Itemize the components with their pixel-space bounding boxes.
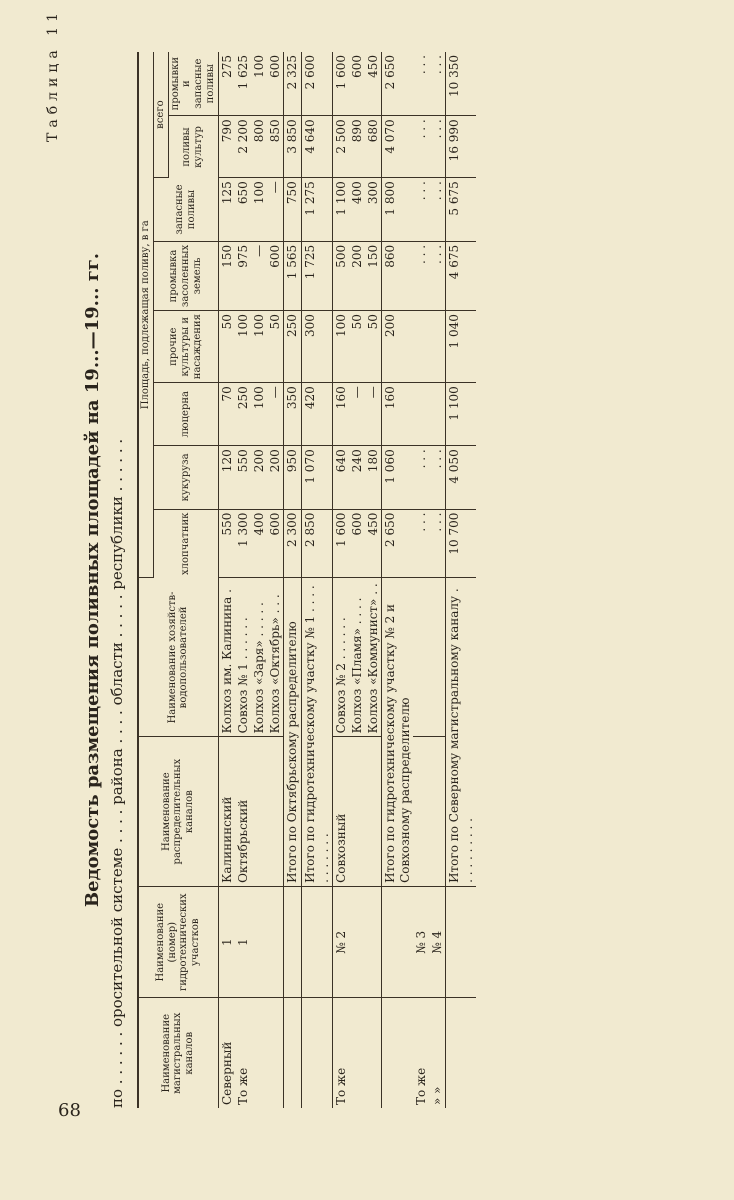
cell-distributor bbox=[413, 737, 429, 887]
cell-value-5: 4 675 bbox=[445, 241, 476, 310]
cell-farm bbox=[413, 578, 429, 737]
rotated-page bbox=[2, 0, 734, 1160]
cell-value-7: 2 200 bbox=[235, 116, 251, 178]
table-row bbox=[429, 52, 446, 1108]
cell-section bbox=[267, 886, 284, 998]
cell-value-8: 10 350 bbox=[445, 52, 476, 116]
cell-value-6: 1 275 bbox=[301, 178, 332, 242]
cell-value-6: — bbox=[267, 178, 284, 242]
header-total-group: всего bbox=[153, 52, 168, 178]
page-number: 68 bbox=[58, 1100, 81, 1121]
header-total-col-1: поливы культур bbox=[168, 116, 218, 178]
cell-value-7: 16 990 bbox=[445, 116, 476, 178]
cell-section bbox=[349, 886, 365, 998]
cell-total-label: Итого по Октябрьскому распределителю bbox=[284, 578, 301, 886]
cell-value-6: 400 bbox=[349, 178, 365, 242]
cell-value-8: 450 bbox=[365, 52, 382, 116]
cell-value-4 bbox=[429, 311, 446, 383]
table-row bbox=[365, 52, 382, 1108]
cell-value-7: . . . bbox=[413, 116, 429, 178]
header-farm: Наименование хозяйств-водопользователей bbox=[138, 578, 218, 737]
cell-value-8: 100 bbox=[251, 52, 267, 116]
cell-value-1: 1 300 bbox=[235, 509, 251, 578]
table-row bbox=[284, 52, 301, 1108]
cell-section: № 4 bbox=[429, 886, 446, 998]
cell-main-canal: То же bbox=[235, 1067, 250, 1105]
cell-value-1: 600 bbox=[349, 509, 365, 578]
table-row bbox=[251, 52, 267, 1108]
cell-value-7: 680 bbox=[365, 116, 382, 178]
cell-value-4: 200 bbox=[382, 311, 413, 383]
cell-value-2: 200 bbox=[267, 446, 284, 509]
cell-value-8: 2 650 bbox=[382, 52, 413, 116]
header-col-4: прочие культуры и насаждения bbox=[153, 311, 218, 383]
cell-value-2: 550 bbox=[235, 446, 251, 509]
cell-value-6: . . . bbox=[413, 178, 429, 242]
cell-value-1: . . . bbox=[413, 509, 429, 578]
table-row bbox=[445, 52, 476, 1108]
cell-value-5: 500 bbox=[332, 241, 349, 310]
header-total-col-2: промывки и запасные поливы bbox=[168, 52, 218, 116]
cell-value-4: 100 bbox=[235, 311, 251, 383]
cell-value-8: 2 600 bbox=[301, 52, 332, 116]
cell-value-8: 600 bbox=[349, 52, 365, 116]
cell-value-2: 640 bbox=[332, 446, 349, 509]
cell-value-4: 1 040 bbox=[445, 311, 476, 383]
cell-value-7: 3 850 bbox=[284, 116, 301, 178]
cell-value-6: . . . bbox=[429, 178, 446, 242]
cell-farm: Колхоз «Коммунист» . . bbox=[365, 578, 382, 737]
cell-value-1: 2 650 bbox=[382, 509, 413, 578]
cell-section: 1 bbox=[235, 886, 251, 998]
document-subtitle: по . . . . . . оросительной системе . . . . района . . . . области . . . . . республики . . . . . . bbox=[108, 438, 126, 1108]
cell-section: 1 bbox=[218, 886, 235, 998]
cell-value-4: 50 bbox=[218, 311, 235, 383]
cell-value-2: 120 bbox=[218, 446, 235, 509]
cell-value-3: 420 bbox=[301, 383, 332, 446]
cell-value-1: 2 300 bbox=[284, 509, 301, 578]
cell-distributor bbox=[267, 737, 284, 887]
cell-value-5: 150 bbox=[365, 241, 382, 310]
cell-value-2: 1 060 bbox=[382, 446, 413, 509]
cell-value-6: 650 bbox=[235, 178, 251, 242]
cell-value-5: 1 565 bbox=[284, 241, 301, 310]
cell-value-2: . . . bbox=[429, 446, 446, 509]
cell-value-1: 550 bbox=[218, 509, 235, 578]
cell-value-4: 50 bbox=[349, 311, 365, 383]
cell-value-3: — bbox=[365, 383, 382, 446]
cell-section: № 2 bbox=[332, 886, 349, 998]
cell-total-label: Итого по гидротехническому участку № 2 и Совхозному распределителю bbox=[382, 578, 413, 886]
cell-value-4: 300 bbox=[301, 311, 332, 383]
cell-value-7: 2 500 bbox=[332, 116, 349, 178]
cell-value-8: 275 bbox=[218, 52, 235, 116]
cell-value-2: 950 bbox=[284, 446, 301, 509]
cell-section bbox=[365, 886, 382, 998]
header-distributor: Наименование распределительных каналов bbox=[138, 737, 218, 887]
cell-value-2: . . . bbox=[413, 446, 429, 509]
cell-value-5: 150 bbox=[218, 241, 235, 310]
cell-section bbox=[284, 886, 301, 998]
cell-value-7: 4 070 bbox=[382, 116, 413, 178]
cell-main-canal bbox=[382, 998, 413, 1108]
table-row bbox=[218, 52, 235, 1108]
cell-value-5: 860 bbox=[382, 241, 413, 310]
cell-main-canal bbox=[284, 998, 301, 1108]
cell-distributor: Совхозный bbox=[332, 737, 349, 887]
cell-value-8: 600 bbox=[267, 52, 284, 116]
cell-value-8: 1 600 bbox=[332, 52, 349, 116]
cell-value-7: 850 bbox=[267, 116, 284, 178]
cell-value-6: 1 100 bbox=[332, 178, 349, 242]
cell-value-3: 160 bbox=[382, 383, 413, 446]
cell-distributor bbox=[429, 737, 446, 887]
cell-value-3: 100 bbox=[251, 383, 267, 446]
cell-main-canal bbox=[251, 998, 267, 1108]
cell-distributor bbox=[251, 737, 267, 887]
header-area-group: Площадь, подлежащая поливу, в га bbox=[138, 52, 153, 578]
cell-value-7: 800 bbox=[251, 116, 267, 178]
cell-value-8: 2 325 bbox=[284, 52, 301, 116]
cell-value-7: . . . bbox=[429, 116, 446, 178]
cell-value-2: 180 bbox=[365, 446, 382, 509]
header-main-canal: Наименование магистральных каналов bbox=[138, 998, 218, 1108]
header-col-2: кукуруза bbox=[153, 446, 218, 509]
header-col-3: люцерна bbox=[153, 383, 218, 446]
cell-value-6: 125 bbox=[218, 178, 235, 242]
cell-value-1: 450 bbox=[365, 509, 382, 578]
cell-value-7: 890 bbox=[349, 116, 365, 178]
cell-section: № 3 bbox=[413, 886, 429, 998]
cell-distributor: Октябрьский bbox=[235, 737, 251, 887]
cell-distributor bbox=[349, 737, 365, 887]
cell-value-5: — bbox=[251, 241, 267, 310]
cell-value-2: 240 bbox=[349, 446, 365, 509]
cell-value-5: 1 725 bbox=[301, 241, 332, 310]
cell-distributor bbox=[365, 737, 382, 887]
cell-value-8: 1 625 bbox=[235, 52, 251, 116]
table-row bbox=[349, 52, 365, 1108]
cell-value-6: 750 bbox=[284, 178, 301, 242]
cell-value-6: 300 bbox=[365, 178, 382, 242]
cell-farm: Колхоз им. Калинина . bbox=[218, 578, 235, 737]
cell-value-3: — bbox=[349, 383, 365, 446]
cell-value-4 bbox=[413, 311, 429, 383]
cell-value-5: . . . bbox=[429, 241, 446, 310]
cell-value-1: . . . bbox=[429, 509, 446, 578]
cell-value-8: . . . bbox=[429, 52, 446, 116]
cell-value-5: 200 bbox=[349, 241, 365, 310]
header-section: Наименование (номер) гидротехнических участков bbox=[138, 886, 218, 998]
cell-total-label: Итого по Северному магистральному каналу . . . . . . . . . . bbox=[445, 578, 476, 886]
cell-section bbox=[301, 886, 332, 998]
cell-value-3 bbox=[413, 383, 429, 446]
cell-value-3: — bbox=[267, 383, 284, 446]
header-col-5: промывка засоленных земель bbox=[153, 241, 218, 310]
cell-farm: Колхоз «Октябрь» . . . bbox=[267, 578, 284, 737]
cell-farm: Колхоз «Пламя» . . . . bbox=[349, 578, 365, 737]
cell-value-4: 50 bbox=[267, 311, 284, 383]
cell-farm: Совхоз № 1 . . . . . . bbox=[235, 578, 251, 737]
document-title: Ведомость размещения поливных площадей на 19...—19... гг. bbox=[82, 252, 103, 908]
cell-value-1: 600 bbox=[267, 509, 284, 578]
cell-value-5: . . . bbox=[413, 241, 429, 310]
cell-section bbox=[382, 886, 413, 998]
table-row bbox=[413, 52, 429, 1108]
cell-main-canal bbox=[349, 998, 365, 1108]
cell-section bbox=[251, 886, 267, 998]
cell-value-6: 1 800 bbox=[382, 178, 413, 242]
cell-section bbox=[445, 886, 476, 998]
cell-value-6: 100 bbox=[251, 178, 267, 242]
table-row bbox=[382, 52, 413, 1108]
cell-value-2: 4 050 bbox=[445, 446, 476, 509]
cell-value-3: 1 100 bbox=[445, 383, 476, 446]
cell-value-4: 100 bbox=[332, 311, 349, 383]
cell-main-canal bbox=[267, 998, 284, 1108]
cell-main-canal bbox=[365, 998, 382, 1108]
cell-value-1: 10 700 bbox=[445, 509, 476, 578]
table-label: Таблица 11 bbox=[45, 8, 61, 142]
cell-value-2: 1 070 bbox=[301, 446, 332, 509]
cell-farm: Совхоз № 2 . . . . . . bbox=[332, 578, 349, 737]
cell-value-7: 4 640 bbox=[301, 116, 332, 178]
cell-value-6: 5 675 bbox=[445, 178, 476, 242]
cell-value-8: . . . bbox=[413, 52, 429, 116]
header-col-1: хлопчатник bbox=[153, 509, 218, 578]
table-row bbox=[332, 52, 349, 1108]
cell-distributor: Калининский bbox=[218, 737, 235, 887]
table-row bbox=[235, 52, 251, 1108]
irrigation-table bbox=[137, 52, 476, 1108]
cell-main-canal: » » bbox=[429, 1086, 444, 1105]
cell-value-4: 50 bbox=[365, 311, 382, 383]
cell-value-3: 70 bbox=[218, 383, 235, 446]
cell-value-3 bbox=[429, 383, 446, 446]
cell-value-4: 250 bbox=[284, 311, 301, 383]
cell-value-3: 250 bbox=[235, 383, 251, 446]
cell-value-7: 790 bbox=[218, 116, 235, 178]
cell-value-3: 350 bbox=[284, 383, 301, 446]
cell-value-4: 100 bbox=[251, 311, 267, 383]
cell-main-canal: То же bbox=[332, 998, 349, 1108]
cell-value-2: 200 bbox=[251, 446, 267, 509]
cell-value-3: 160 bbox=[332, 383, 349, 446]
cell-main-canal bbox=[301, 998, 332, 1108]
cell-value-1: 400 bbox=[251, 509, 267, 578]
cell-value-1: 1 600 bbox=[332, 509, 349, 578]
table-body bbox=[218, 52, 476, 1108]
cell-value-5: 975 bbox=[235, 241, 251, 310]
cell-farm: Колхоз «Заря» . . . . . bbox=[251, 578, 267, 737]
cell-main-canal: То же bbox=[413, 1067, 428, 1105]
cell-farm bbox=[429, 578, 446, 737]
cell-main-canal: Северный bbox=[218, 998, 235, 1108]
cell-total-label: Итого по гидротехническому участку № 1 . . . . . . . . . . . bbox=[301, 578, 332, 886]
cell-value-5: 600 bbox=[267, 241, 284, 310]
table-row bbox=[301, 52, 332, 1108]
cell-value-1: 2 850 bbox=[301, 509, 332, 578]
table-row bbox=[267, 52, 284, 1108]
header-col-6: запасные поливы bbox=[153, 178, 218, 242]
cell-main-canal bbox=[445, 998, 476, 1108]
